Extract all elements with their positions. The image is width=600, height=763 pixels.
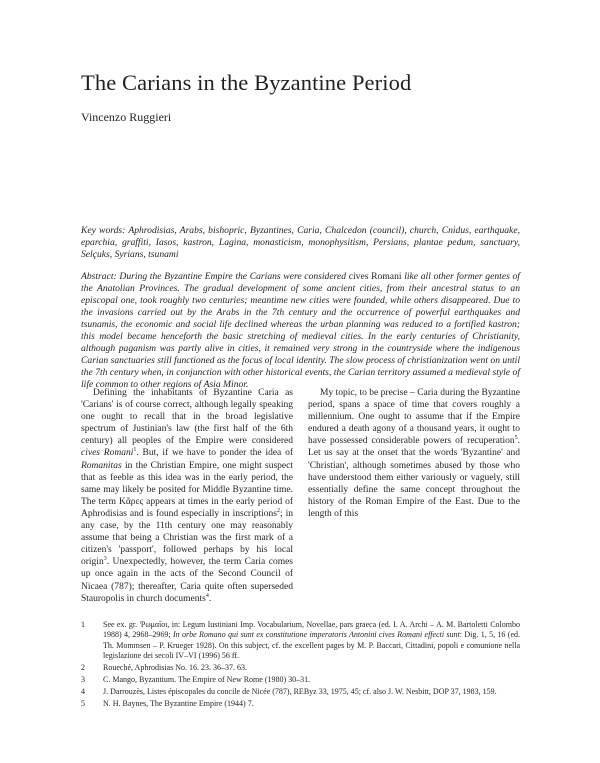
footnote-text-a: See ex. gr. 'Ρωμαῖοι, in: Legum Iustiniani Imp. Vocabularium, Novellae, pars graeca (ed. I. A. Archi – A. M. Bartoletti Colombo 1988) 4, 2968–2969; (103, 620, 520, 640)
footnote-text (103, 620, 520, 662)
footnote-item (81, 663, 520, 673)
abstract-cives: cives Romani (348, 271, 402, 282)
footnote-ref[interactable]: 4 (205, 592, 209, 599)
body-text: . (208, 593, 212, 604)
footnote-text-b: : Dig. 1, 5, 16 (ed. Th. Mommsen – P. Krueger 1928). On this subject, cf. the excellent pages by M. P. Baccari, Cittadini, popoli e comunione nella legislazione dei secoli IV–VI (1996) 56 ff. (103, 630, 520, 661)
footnote-text: N. H. Baynes, The Byzantine Empire (1944) 7. (103, 698, 254, 708)
abstract-label: Abstract: (81, 271, 117, 282)
footnote-number: 1 (81, 620, 85, 629)
body-text: My topic, to be precise – Caria during the Byzantine period, spans a space of time that covers roughly a millennium. One ought to assume that if the Empire endured a death agony of a thousand years, it ought to have possessed considerable powers of recuperation (308, 388, 520, 447)
keywords-label: Key words: (81, 225, 126, 236)
footnote-text: C. Mango, Byzantium. The Empire of New Rome (1980) 30–31. (103, 675, 311, 685)
keywords-block (81, 225, 520, 261)
footnote-ref[interactable]: 1 (133, 447, 137, 454)
body-text: . Let us say at the onset that the words 'Byzantine' and 'Christian', although sometimes abused by those who have understood them either variously or vaguely, still essentially define the same concept throughout the history of the Roman Empire of the East. Due to the length of this (308, 436, 520, 519)
footnote-item (81, 620, 520, 662)
footnote-ref[interactable]: 2 (276, 507, 280, 514)
body-text: Defining the inhabitants of Byzantine Caria as 'Carians' is of course correct, although legally speaking one ought to recall that in the broad legislative spectrum of Justinian's law (the first half of the 6th century) all peoples of the Empire were considered (81, 388, 293, 447)
body-italic: Romanitas (81, 460, 122, 471)
footnote-item (81, 675, 520, 685)
body-italic: cives Romani (81, 448, 134, 459)
body-paragraph-1 (81, 387, 293, 605)
footnote-text: Roueché, Aphrodisias No. 16. 23. 36–37. 63. (103, 663, 247, 673)
keywords-text: Aphrodisias, Arabs, bishopric, Byzantines, Caria, Chalcedon (council), church, Cnidus, earthquake, eparchia, graffiti, Iasos, kastron, Lagina, monasticism, monophysitism, Persians, plantae pedum, sanctuary, Selçuks, Syrians, tsunami (81, 225, 520, 260)
abstract-text-1: During the Byzantine Empire the Carians were considered (119, 271, 347, 282)
body-text: . But, if we have to ponder the idea of (136, 448, 293, 459)
body-paragraph-2 (308, 387, 520, 520)
author-name: Vincenzo Ruggieri (81, 110, 172, 124)
footnote-ref[interactable]: 5 (514, 435, 518, 442)
footnote-number: 4 (81, 686, 85, 696)
footnote-italic: In orbe Romano qui sunt ex constitutione imperatoris Antonini cives Romani effecti sunt (172, 630, 460, 640)
body-columns (81, 387, 520, 604)
footnote-number: 3 (81, 675, 85, 685)
body-text: . Unexpectedly, however, the term Caria comes up once again in the acts of the Second Council of Nicaea (787); thereafter, Caria quite often superseded Stauropolis in church documents (81, 557, 293, 604)
footnote-text: J. Darrouzès, Listes épiscopales du concile de Nicée (787), REByz 33, 1975, 45; cf. also J. W. Nesbitt, DOP 37, 1983, 159. (103, 686, 497, 696)
abstract-block (81, 271, 520, 391)
body-column-left (81, 387, 294, 604)
footnote-number: 2 (81, 663, 85, 673)
article-title: The Carians in the Byzantine Period (81, 70, 412, 95)
footnote-number: 5 (81, 698, 85, 708)
body-text: ; in any case, by the 11th century one may reasonably assume that being a Christian was the first mark of a citizen's 'passport', followed perhaps by his local origin (81, 508, 293, 568)
footnote-item (81, 687, 520, 697)
footnotes-section (81, 620, 520, 711)
footnote-item (81, 699, 520, 709)
body-column-right (308, 387, 520, 591)
abstract-text-2: like all other former gentes of the Anatolian Provinces. The gradual development of some ancient cities, from their ancestral status to an episcopal one, took roughly two centuries; meantime new cities were founded, while others disappeared. Due to the invasions carried out by the Arabs in the 7th century and the occurrence of powerful earthquakes and tsunamis, the economic and social life declined whereas the urban planning was reduced to a fortified kastron; this model became henceforth the basic stretching of medieval cities. In the early centuries of Christianity, although paganism was partly alive in cities, it remained very strong in the countryside where the indigenous Carian sanctuaries still functioned as the focus of local identity. The slow process of christianization went on until the 7th century when, in conjunction with other historical events, the Carian territory assumed a medieval style of life common to other regions of Asia Minor. (81, 271, 520, 390)
body-text: in the Christian Empire, one might suspect that as feeble as this idea was in the early period, the same may likely be posited for Middle Byzantine time. The term Κᾶρες appears at times in the early period of Aphrodisias and is found especially in inscriptions (81, 460, 294, 519)
footnote-ref[interactable]: 3 (103, 556, 107, 563)
